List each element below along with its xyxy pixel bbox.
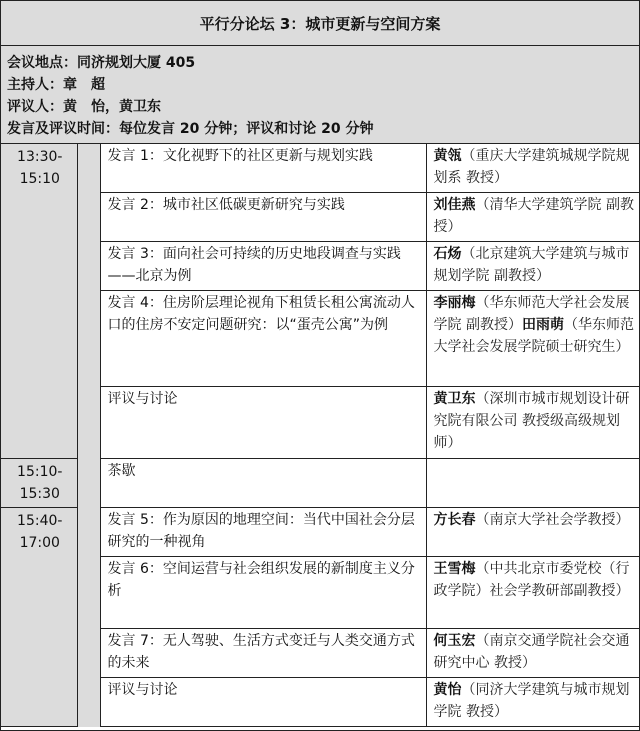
speaker xyxy=(426,629,639,678)
forum-info xyxy=(1,46,639,144)
speaker-name: 刘佳燕 xyxy=(433,197,476,213)
session-time xyxy=(1,144,77,459)
speaker-name: 李丽梅 xyxy=(433,295,476,311)
venue-line: 会议地点：同济规划大厦 405 xyxy=(7,55,196,71)
speaker-name: 黄卫东 xyxy=(433,391,476,407)
talk-topic: 发言 1：文化视野下的社区更新与规划实践 xyxy=(100,144,426,193)
spacer-column xyxy=(77,459,100,508)
talk-topic: 发言 3：面向社会可持续的历史地段调查与实践——北京为例 xyxy=(100,242,426,291)
speaker-name: 王雪梅 xyxy=(433,561,476,577)
speaker xyxy=(426,242,639,291)
speaker xyxy=(426,193,639,242)
speaker-name: 石炀 xyxy=(433,246,462,262)
speaker-affiliation: （南京交通学院社会交通研究中心 教授） xyxy=(433,633,630,671)
session-time xyxy=(1,508,77,727)
talk-topic: 发言 7：无人驾驶、生活方式变迁与人类交通方式的未来 xyxy=(100,629,426,678)
speaker xyxy=(426,557,639,629)
speaker-affiliation: （北京建筑大学建筑与城市规划学院 副教授） xyxy=(433,246,630,284)
speaker-affiliation: （华东师范大学社会发展学院 副教授） xyxy=(433,295,630,333)
host-line: 主持人：章 超 xyxy=(7,77,105,93)
forum-title: 平行分论坛 3：城市更新与空间方案 xyxy=(1,1,639,46)
time-start: 13:30- xyxy=(17,149,63,165)
timing-line: 发言及评议时间：每位发言 20 分钟；评议和讨论 20 分钟 xyxy=(7,121,374,137)
speaker-affiliation: （南京大学社会学教授） xyxy=(475,512,630,528)
time-end: 17:00 xyxy=(19,535,60,551)
speaker-affiliation: （中共北京市委党校（行政学院）社会学教研部副教授） xyxy=(433,561,630,599)
speaker-name-2: 田雨萌 xyxy=(521,317,564,333)
speaker-name: 黄怡 xyxy=(433,682,462,698)
speaker xyxy=(426,508,639,557)
spacer-column xyxy=(77,508,100,727)
speaker-affiliation: （重庆大学建筑城规学院规划系 教授） xyxy=(433,148,630,186)
table-row xyxy=(1,459,639,508)
talk-topic: 发言 5：作为原因的地理空间：当代中国社会分层研究的一种视角 xyxy=(100,508,426,557)
time-start: 15:10- xyxy=(17,464,63,480)
speaker-affiliation-2: （华东师范大学社会发展学院硕士研究生） xyxy=(433,317,634,355)
talk-topic: 发言 2：城市社区低碳更新研究与实践 xyxy=(100,193,426,242)
talk-topic: 评议与讨论 xyxy=(100,387,426,459)
speaker xyxy=(426,144,639,193)
table-row xyxy=(1,144,639,193)
speaker-affiliation: （深圳市城市规划设计研究院有限公司 教授级高级规划师） xyxy=(433,391,630,451)
speaker xyxy=(426,387,639,459)
time-start: 15:40- xyxy=(17,513,63,529)
speaker xyxy=(426,291,639,387)
schedule-table xyxy=(1,144,639,727)
speaker-affiliation: （清华大学建筑学院 副教授） xyxy=(433,197,634,235)
reviewers-line: 评议人：黄 怡，黄卫东 xyxy=(7,99,161,115)
speaker-name: 方长春 xyxy=(433,512,476,528)
spacer-column xyxy=(77,144,100,459)
session-time xyxy=(1,459,77,508)
talk-topic: 发言 4：住房阶层理论视角下租赁长租公寓流动人口的住房不安定问题研究：以“蛋壳公寓”为例 xyxy=(100,291,426,387)
speaker-name: 何玉宏 xyxy=(433,633,476,649)
break-label: 茶歇 xyxy=(100,459,426,508)
talk-topic: 发言 6：空间运营与社会组织发展的新制度主义分析 xyxy=(100,557,426,629)
speaker xyxy=(426,459,639,508)
time-end: 15:10 xyxy=(19,171,60,187)
table-row xyxy=(1,508,639,557)
talk-topic: 评议与讨论 xyxy=(100,678,426,727)
speaker-name: 黄瓴 xyxy=(433,148,462,164)
speaker-affiliation: （同济大学建筑与城市规划学院 教授） xyxy=(433,682,630,720)
speaker xyxy=(426,678,639,727)
time-end: 15:30 xyxy=(19,486,60,502)
